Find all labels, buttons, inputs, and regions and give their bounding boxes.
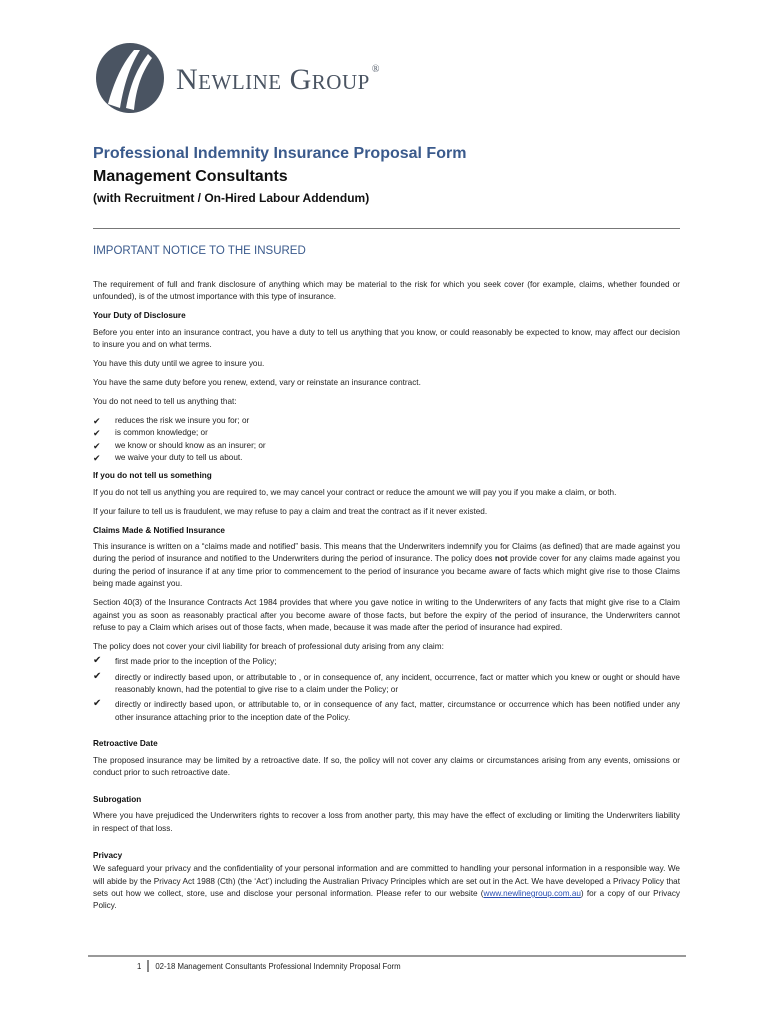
logo-registered-mark: ® <box>371 64 380 75</box>
claims-paragraph-3: The policy does not cover your civil liability for breach of professional duty arising from any claim: <box>93 641 444 651</box>
list-item: ✔ reduces the risk we insure you for; or <box>93 415 250 426</box>
list-item: ✔ first made prior to the inception of the Policy; <box>93 655 277 667</box>
website-link[interactable]: www.newlinegroup.com.au <box>483 888 581 898</box>
privacy-paragraph: We safeguard your privacy and the confidentiality of your personal information and are committed to handling your personal information in a responsible way. We will abide by the Privacy Act 1988 (Cth) (the ‘Act’) including the Australian Privacy Principles which are set out in the Act. We have developed a Privacy Policy that sets out how we collect, store, use and disclose your personal information. Please refer to our website (www.newlinegroup.com.au) for a copy of our Privacy Policy. <box>93 864 681 911</box>
footer-separator <box>147 960 149 972</box>
intro-paragraph: The requirement of full and frank disclosure of anything which may be material to the risk for which you seek cover (for example, claims, whether founded or unfounded), is of the utmost importance with this type of insurance. <box>93 280 680 302</box>
form-subtitle: Management Consultants <box>93 168 288 185</box>
page-footer <box>137 960 401 972</box>
duty-paragraph-4: You do not need to tell us anything that: <box>93 396 237 406</box>
subrogation-paragraph: Where you have prejudiced the Underwriters rights to recover a loss from another party, this may have the effect of excluding or limiting the Underwriters liability in respect of that loss. <box>93 811 680 833</box>
check-icon: ✔ <box>93 428 101 439</box>
check-icon: ✔ <box>93 698 102 710</box>
duty-paragraph-1: Before you enter into an insurance contract, you have a duty to tell us anything that you know, or could reasonably be expected to know, may affect our decision to insure you and on what terms. <box>93 327 680 350</box>
footer-divider <box>88 955 686 957</box>
newline-logo-icon <box>94 42 166 114</box>
list-item: ✔ we waive your duty to tell us about. <box>93 452 243 463</box>
list-item: ✔ directly or indirectly based upon, or attributable to , or in consequence of, any incident, occurrence, fact or matter which you knew or ought or should have reasonably known, had the potential to give rise to a claim under the Policy; or <box>93 670 680 695</box>
privacy-heading: Privacy <box>93 850 123 860</box>
duty-paragraph-3: You have the same duty before you renew, extend, vary or reinstate an insurance contract. <box>93 377 421 387</box>
header-divider <box>93 228 680 229</box>
duty-checklist <box>93 415 680 465</box>
fail-heading: If you do not tell us something <box>93 471 212 481</box>
retro-paragraph: The proposed insurance may be limited by a retroactive date. If so, the policy will not cover any claims or circumstances arising from any events, omissions or conduct prior to such retroactive date. <box>93 755 680 778</box>
notice-heading: IMPORTANT NOTICE TO THE INSURED <box>93 245 306 257</box>
document-body <box>93 279 680 919</box>
form-title: Professional Indemnity Insurance Proposal Form <box>93 145 467 162</box>
newline-group-logo <box>94 42 380 114</box>
claims-paragraph-2: Section 40(3) of the Insurance Contracts Act 1984 provides that where you gave notice in writing to the Underwriters of any facts that might give rise to a Claim against you as soon as reasonably practical after you become aware of those facts, but before the expiry of the period of insurance, the Underwriters cannot refuse to pay a Claim which arises out of those facts, when made, because it was made after the period of insurance had expired. <box>93 598 680 632</box>
duty-paragraph-2: You have this duty until we agree to insure you. <box>93 359 265 369</box>
fail-paragraph-2: If your failure to tell us is fraudulent, we may refuse to pay a claim and treat the contract as if it never existed. <box>93 506 488 516</box>
claims-heading: Claims Made & Notified Insurance <box>93 525 225 535</box>
list-item: ✔ is common knowledge; or <box>93 428 208 439</box>
subrogation-heading: Subrogation <box>93 795 142 804</box>
logo-name: Newline Group <box>176 63 370 96</box>
check-icon: ✔ <box>93 655 102 667</box>
form-addendum: (with Recruitment / On-Hired Labour Addendum) <box>93 191 370 205</box>
page-number: 1 <box>137 961 142 971</box>
logo-wordmark <box>176 65 380 95</box>
check-icon: ✔ <box>93 452 101 463</box>
retro-heading: Retroactive Date <box>93 739 158 749</box>
list-item: ✔ directly or indirectly based upon, or attributable to, or in consequence of any fact, matter, circumstance or occurrence which has been notified under any other insurance attaching prior to the inception date of the Policy. <box>93 698 680 722</box>
footer-text: 02-18 Management Consultants Professional Indemnity Proposal Form <box>155 961 401 971</box>
check-icon: ✔ <box>93 670 102 682</box>
check-icon: ✔ <box>93 440 101 451</box>
duty-heading: Your Duty of Disclosure <box>93 311 186 321</box>
list-item: ✔ we know or should know as an insurer; or <box>93 440 266 451</box>
claims-checklist <box>93 656 680 724</box>
claims-paragraph-1: This insurance is written on a “claims made and notified” basis. This means that the Underwriters indemnify you for Claims (as defined) that are made against you during the period of insurance and notified to the Underwriters during the period of insurance. The policy does not provide cover for any claims made against you during the period of insurance if at any time prior to commencement to the period of insurance you became aware of facts which might give rise to those Claims being made against you. <box>93 542 680 589</box>
check-icon: ✔ <box>93 415 101 426</box>
fail-paragraph-1: If you do not tell us anything you are required to, we may cancel your contract or reduce the amount we will pay you if you make a claim, or both. <box>93 487 617 497</box>
